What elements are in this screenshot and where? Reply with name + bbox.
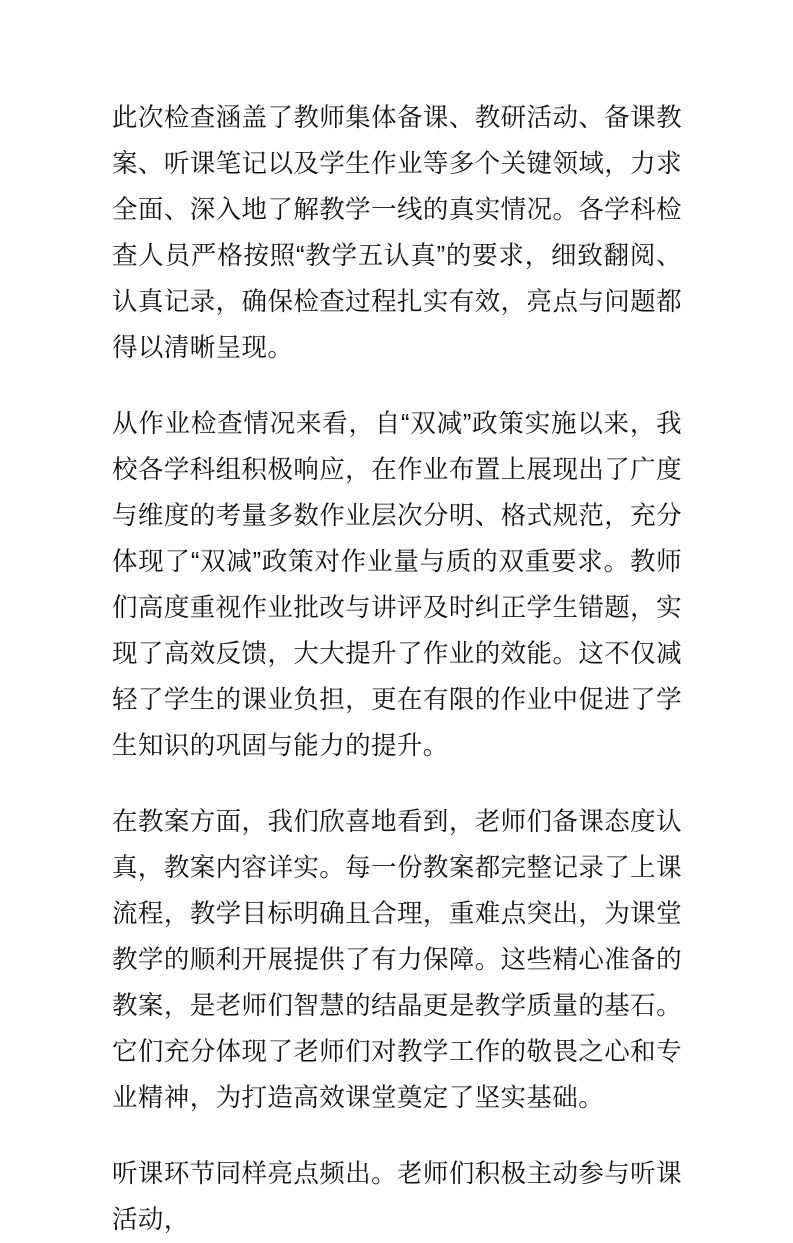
paragraph-4: 听课环节同样亮点频出。老师们积极主动参与听课活动， (112, 1160, 682, 1234)
paragraph-3: 在教案方面，我们欣喜地看到，老师们备课态度认真，教案内容详实。每一份教案都完整记录了上课流程，教学目标明确且合理，重难点突出，为课堂教学的顺利开展提供了有力保障。这些精心准备的教案，是老师们智慧的结晶更是教学质量的基石。它们充分体现了老师们对教学工作的敬畏之心和专业精神，为打造高效课堂奠定了坚实基础。 (112, 808, 682, 1112)
document-body (112, 95, 682, 1243)
paragraph-2: 从作业检查情况来看，自“双减”政策实施以来，我校各学科组积极响应，在作业布置上展现出了广度与维度的考量多数作业层次分明、格式规范，充分体现了“双减”政策对作业量与质的双重要求。教师们高度重视作业批改与讲评及时纠正学生错题，实现了高效反馈，大大提升了作业的效能。这不仅减轻了学生的课业负担，更在有限的作业中促进了学生知识的巩固与能力的提升。 (112, 410, 682, 760)
paragraph-1: 此次检查涵盖了教师集体备课、教研活动、备课教案、听课笔记以及学生作业等多个关键领域，力求全面、深入地了解教学一线的真实情况。各学科检查人员严格按照“教学五认真”的要求，细致翻阅、认真记录，确保检查过程扎实有效，亮点与问题都得以清晰呈现。 (112, 104, 682, 362)
